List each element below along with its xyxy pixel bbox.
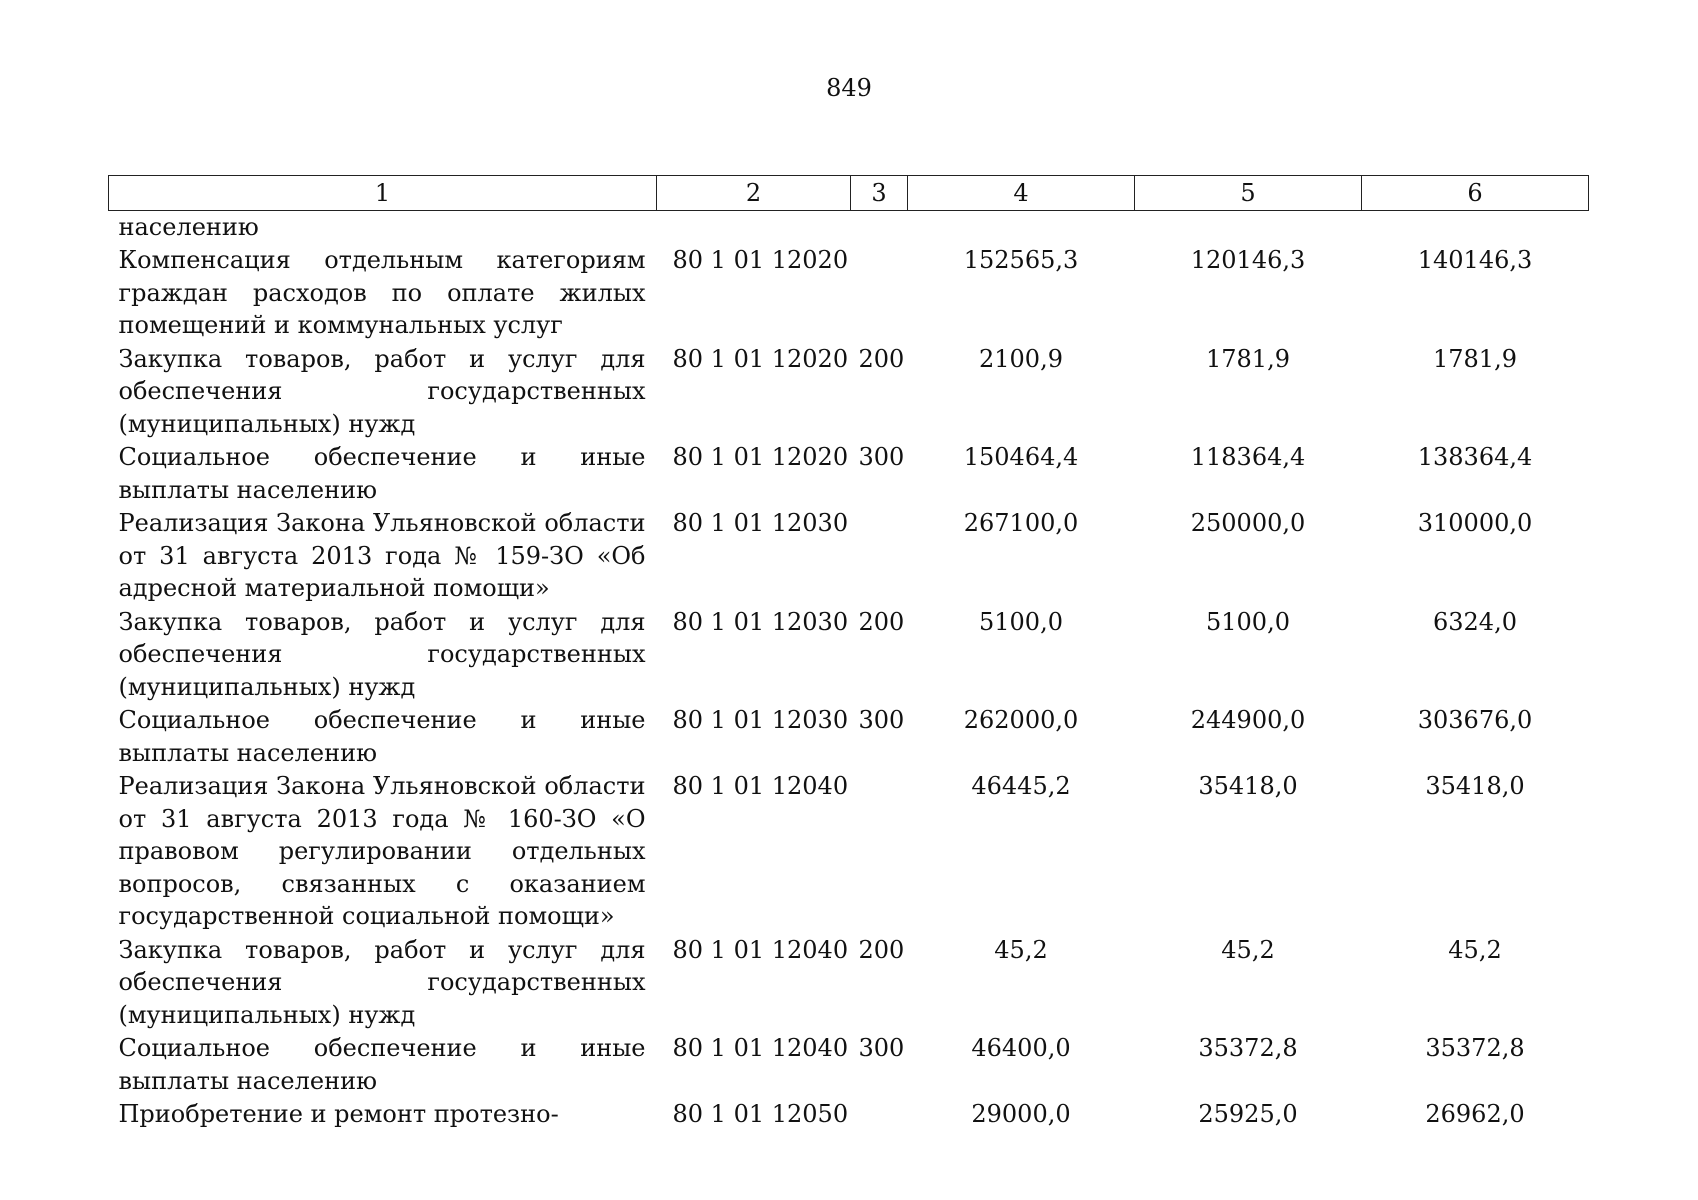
row-value-col4: 46400,0 xyxy=(971,1034,1071,1062)
row-value-col5: 120146,3 xyxy=(1190,246,1306,274)
table-row xyxy=(109,342,1589,441)
column-header-1: 1 xyxy=(109,176,657,211)
table-row xyxy=(109,769,1589,933)
table-row xyxy=(109,1097,1589,1131)
row-value-col4: 152565,3 xyxy=(963,246,1079,274)
row-expense-type xyxy=(851,506,908,605)
row-code: 80 1 01 12050 xyxy=(672,1100,849,1128)
table-row-continuation xyxy=(109,211,1589,244)
row-name: Реализация Закона Ульяновской области от 31 августа 2013 года № 159-ЗО «Об адресной материальной помощи» xyxy=(118,509,646,602)
row-value-col5: 1781,9 xyxy=(1206,344,1290,373)
row-code: 80 1 01 12030 xyxy=(672,607,849,636)
row-value-col5: 250000,0 xyxy=(1190,509,1306,537)
row-name: Социальное обеспечение и иные выплаты населению xyxy=(118,443,646,504)
row-value-col5: 35418,0 xyxy=(1198,772,1298,800)
table-row xyxy=(109,933,1589,1032)
row-expense-type: 200 xyxy=(858,935,905,964)
row-value-col4: 5100,0 xyxy=(979,607,1063,636)
row-value-col6: 35418,0 xyxy=(1425,772,1525,800)
row-value-col4: 45,2 xyxy=(994,935,1048,964)
table-row xyxy=(109,506,1589,605)
row-value-col6: 6324,0 xyxy=(1433,607,1517,636)
row-code: 80 1 01 12020 xyxy=(672,246,849,274)
row-code: 80 1 01 12040 xyxy=(672,1034,849,1062)
row-value-col5: 118364,4 xyxy=(1190,443,1306,471)
row-code: 80 1 01 12020 xyxy=(672,344,849,373)
row-expense-type: 200 xyxy=(858,607,905,636)
column-header-5: 5 xyxy=(1135,176,1362,211)
row-expense-type: 300 xyxy=(858,706,905,734)
row-code: 80 1 01 12030 xyxy=(672,509,849,537)
row-expense-type: 300 xyxy=(858,1034,905,1062)
table-row xyxy=(109,605,1589,704)
row-value-col5: 244900,0 xyxy=(1190,706,1306,734)
row-value-col6: 45,2 xyxy=(1448,935,1502,964)
row-value-col4: 29000,0 xyxy=(971,1100,1071,1128)
row-code: 80 1 01 12030 xyxy=(672,706,849,734)
table-row xyxy=(109,1031,1589,1097)
column-header-2: 2 xyxy=(657,176,851,211)
table-row xyxy=(109,703,1589,769)
row-name: Закупка товаров, работ и услуг для обеспечения государственных (муниципальных) нужд xyxy=(118,935,646,1029)
row-value-col6: 140146,3 xyxy=(1417,246,1533,274)
row-value-col4: 267100,0 xyxy=(963,509,1079,537)
row-value-col6: 1781,9 xyxy=(1433,344,1517,373)
row-expense-type xyxy=(851,243,908,342)
row-value-col6: 310000,0 xyxy=(1417,509,1533,537)
row-code: 80 1 01 12040 xyxy=(672,772,849,800)
table-header xyxy=(109,176,1589,211)
row-name: Закупка товаров, работ и услуг для обеспечения государственных (муниципальных) нужд xyxy=(118,607,646,701)
row-name: Социальное обеспечение и иные выплаты населению xyxy=(118,706,646,767)
row-name: Реализация Закона Ульяновской области от 31 августа 2013 года № 160-ЗО «О правовом регулировании отдельных вопросов, связанных с оказанием государственной социальной помощи» xyxy=(118,772,646,930)
row-value-col5: 5100,0 xyxy=(1206,607,1290,636)
budget-table xyxy=(108,175,1589,1131)
column-header-3: 3 xyxy=(851,176,908,211)
row-value-col6: 35372,8 xyxy=(1425,1034,1525,1062)
row-value-col5: 35372,8 xyxy=(1198,1034,1298,1062)
row-name: населению xyxy=(118,213,259,241)
row-value-col6: 138364,4 xyxy=(1417,443,1533,471)
row-value-col5: 25925,0 xyxy=(1198,1100,1298,1128)
row-value-col6: 26962,0 xyxy=(1425,1100,1525,1128)
row-value-col5: 45,2 xyxy=(1221,935,1275,964)
page-number: 849 xyxy=(826,74,872,102)
row-code: 80 1 01 12040 xyxy=(672,935,849,964)
row-name: Компенсация отдельным категориям граждан расходов по оплате жилых помещений и коммунальных услуг xyxy=(118,246,646,339)
row-value-col4: 262000,0 xyxy=(963,706,1079,734)
column-header-6: 6 xyxy=(1362,176,1589,211)
row-value-col4: 150464,4 xyxy=(963,443,1079,471)
table-row xyxy=(109,243,1589,342)
row-value-col4: 46445,2 xyxy=(971,772,1071,800)
row-expense-type xyxy=(851,1097,908,1131)
table-row xyxy=(109,440,1589,506)
row-name: Закупка товаров, работ и услуг для обеспечения государственных (муниципальных) нужд xyxy=(118,344,646,438)
column-header-4: 4 xyxy=(908,176,1135,211)
row-value-col4: 2100,9 xyxy=(979,344,1063,373)
row-expense-type: 200 xyxy=(858,344,905,373)
row-value-col6: 303676,0 xyxy=(1417,706,1533,734)
row-name: Социальное обеспечение и иные выплаты населению xyxy=(118,1034,646,1095)
row-expense-type: 300 xyxy=(858,443,905,471)
row-code: 80 1 01 12020 xyxy=(672,443,849,471)
row-expense-type xyxy=(851,769,908,933)
row-name: Приобретение и ремонт протезно- xyxy=(118,1100,559,1128)
